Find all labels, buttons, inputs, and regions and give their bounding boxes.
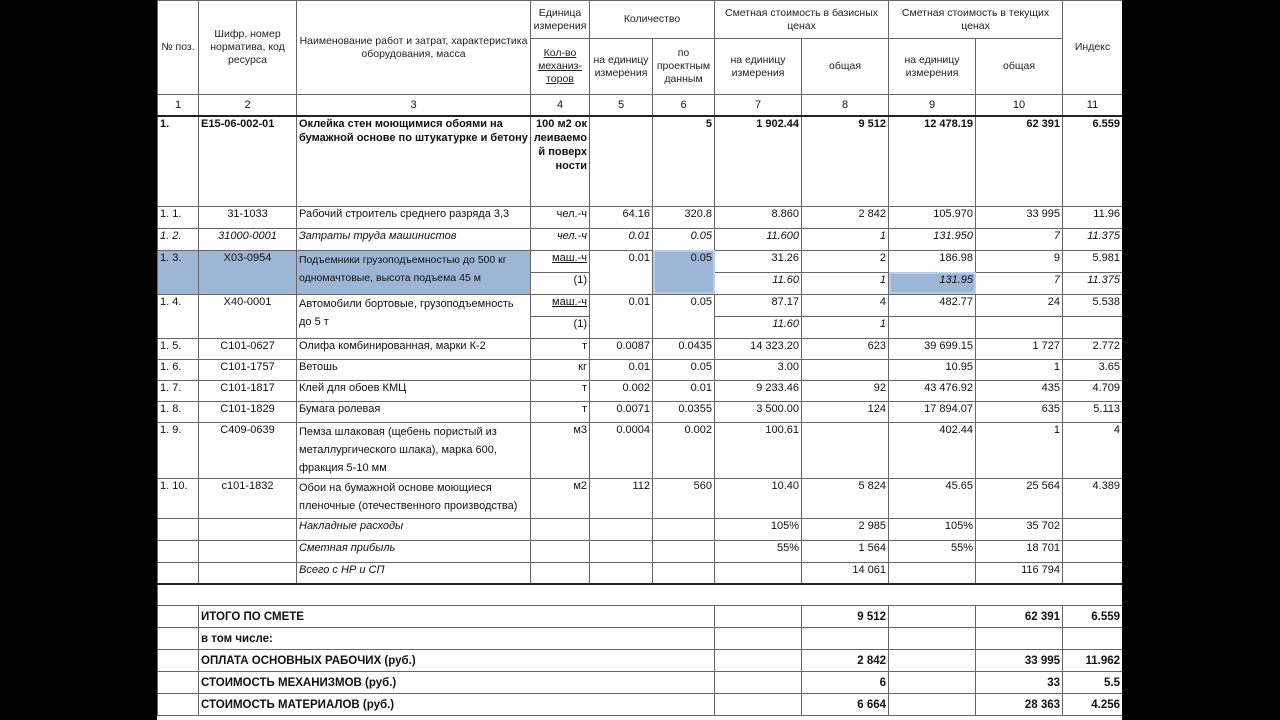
cell-unit[interactable]: маш.-ч	[531, 294, 590, 316]
cell-index[interactable]: 3.65	[1063, 359, 1122, 380]
cell-cur-total[interactable]: 33 995	[976, 206, 1063, 228]
cell-base-unit[interactable]: 1 902.44	[715, 116, 802, 206]
cell-code[interactable]: 31-1033	[199, 206, 297, 228]
col-num: 7	[715, 95, 802, 117]
cell-code[interactable]: 31000-0001	[199, 228, 297, 250]
main-item-row[interactable]	[158, 116, 1123, 206]
table-row[interactable]	[158, 294, 1123, 316]
cell-cur-total[interactable]: 25 564	[976, 478, 1063, 518]
cell-base-total[interactable]: 2 842	[802, 206, 889, 228]
cell-qty-proj[interactable]: 0.01	[653, 380, 715, 401]
cell-cur-unit-active[interactable]: 131.95	[889, 272, 976, 294]
cell-code[interactable]: С101-1829	[199, 401, 297, 422]
col-num: 9	[889, 95, 976, 117]
cell-cur-unit[interactable]	[889, 316, 976, 338]
header-quantity: Количество	[590, 1, 715, 39]
col-num: 8	[802, 95, 889, 117]
cell-index[interactable]: 4.389	[1063, 478, 1122, 518]
cell-base-unit[interactable]: 11.60	[715, 316, 802, 338]
cell-unit[interactable]: кг	[531, 359, 590, 380]
cell-qty-unit[interactable]: 0.0087	[590, 338, 653, 359]
cell-index[interactable]: 5.981	[1063, 250, 1122, 272]
cell-unit[interactable]: маш.-ч	[531, 250, 590, 272]
cell-pos[interactable]: 1. 10.	[158, 478, 199, 518]
cell-name[interactable]: Оклейка стен моющимися обоями на бумажной основе по штукатурке и бетону	[297, 116, 531, 206]
cell-code[interactable]: С101-1817	[199, 380, 297, 401]
estimate-table	[157, 0, 1122, 716]
cell-code[interactable]: С101-0627	[199, 338, 297, 359]
cell-pos[interactable]: 1. 2.	[158, 228, 199, 250]
header-base-total: общая	[802, 39, 889, 95]
header-code: Шифр, номер норматива, код ресурса	[199, 1, 297, 95]
cell-base-total[interactable]: 1 564	[802, 540, 889, 562]
header-cur-total: общая	[976, 39, 1063, 95]
summary-label[interactable]: СТОИМОСТЬ МЕХАНИЗМОВ (руб.)	[199, 672, 715, 694]
summary-row[interactable]	[158, 672, 1123, 694]
cell-pos[interactable]: 1. 3.	[158, 250, 199, 294]
cell-base-unit[interactable]: 3.00	[715, 359, 802, 380]
cell-cur-unit[interactable]: 12 478.19	[889, 116, 976, 206]
cell-base-unit[interactable]: 55%	[715, 540, 802, 562]
summary-base[interactable]: 2 842	[802, 650, 889, 672]
cell-name[interactable]: Автомобили бортовые, грузоподъемность до 5 т	[297, 294, 531, 338]
cell-base-total[interactable]: 1	[802, 228, 889, 250]
cell-base-total[interactable]: 623	[802, 338, 889, 359]
cell-base-unit[interactable]: 3 500.00	[715, 401, 802, 422]
cell-qty-unit[interactable]: 0.0004	[590, 422, 653, 478]
header-mechanics: Кол-во механиз-торов	[531, 39, 590, 95]
cell-cur-unit[interactable]: 482.77	[889, 294, 976, 316]
table-row[interactable]	[158, 380, 1123, 401]
cell-qty-proj[interactable]: 0.05	[653, 250, 715, 294]
total-with-overhead-row[interactable]	[158, 562, 1123, 584]
cell-base-unit[interactable]: 10.40	[715, 478, 802, 518]
col-num: 10	[976, 95, 1063, 117]
table-row[interactable]	[158, 206, 1123, 228]
header-base-cost: Сметная стоимость в базисных ценах	[715, 1, 889, 39]
col-num: 1	[158, 95, 199, 117]
header-cur-unit: на единицу измерения	[889, 39, 976, 95]
cell-cur-total[interactable]: 1	[976, 422, 1063, 478]
cell-qty-unit[interactable]: 64.16	[590, 206, 653, 228]
cell-cur-unit[interactable]: 105%	[889, 518, 976, 540]
cell-base-total[interactable]: 5 824	[802, 478, 889, 518]
cell-cur-total[interactable]: 116 794	[976, 562, 1063, 584]
header-unit: Единица измерения	[531, 1, 590, 39]
cell-cur-total[interactable]: 435	[976, 380, 1063, 401]
header-current-cost: Сметная стоимость в текущих ценах	[889, 1, 1063, 39]
cell-base-unit[interactable]: 87.17	[715, 294, 802, 316]
cell-name[interactable]: Клей для обоев КМЦ	[297, 380, 531, 401]
summary-base[interactable]: 6 664	[802, 694, 889, 716]
cell-name[interactable]: Олифа комбинированная, марки К-2	[297, 338, 531, 359]
summary-base[interactable]: 6	[802, 672, 889, 694]
summary-index[interactable]: 11.962	[1063, 650, 1122, 672]
cell-cur-unit[interactable]: 131.950	[889, 228, 976, 250]
cell-base-total[interactable]: 1	[802, 272, 889, 294]
summary-current[interactable]: 33	[976, 672, 1063, 694]
header-qty-proj: по проектным данным	[653, 39, 715, 95]
cell-code[interactable]: С409-0639	[199, 422, 297, 478]
cell-index[interactable]: 4	[1063, 422, 1122, 478]
header-name: Наименование работ и затрат, характеристика оборудования, масса	[297, 1, 531, 95]
summary-base[interactable]: 9 512	[802, 606, 889, 628]
cell-unit[interactable]: 100 м2 оклеиваемой поверхности	[531, 116, 590, 206]
cell-cur-unit[interactable]: 186.98	[889, 250, 976, 272]
total-label[interactable]: Всего с НР и СП	[297, 562, 531, 584]
cell-base-total[interactable]: 1	[802, 316, 889, 338]
table-row[interactable]	[158, 359, 1123, 380]
cell-code[interactable]: Х03-0954	[199, 250, 297, 294]
header-pos: № поз.	[158, 1, 199, 95]
profit-label[interactable]: Сметная прибыль	[297, 540, 531, 562]
summary-index[interactable]: 4.256	[1063, 694, 1122, 716]
cell-name[interactable]: Подъемники грузоподъемностью до 500 кг одномачтовые, высота подъема 45 м	[297, 250, 531, 294]
cell-qty-proj[interactable]: 0.0435	[653, 338, 715, 359]
cell-qty-proj[interactable]: 320.8	[653, 206, 715, 228]
column-numbers-row	[158, 95, 1123, 117]
summary-current[interactable]: 62 391	[976, 606, 1063, 628]
cell-pos[interactable]: 1. 4.	[158, 294, 199, 338]
summary-row[interactable]	[158, 694, 1123, 716]
cell-index[interactable]: 2.772	[1063, 338, 1122, 359]
table-row[interactable]	[158, 228, 1123, 250]
summary-label[interactable]: СТОИМОСТЬ МАТЕРИАЛОВ (руб.)	[199, 694, 715, 716]
cell-cur-unit[interactable]: 402.44	[889, 422, 976, 478]
cell-cur-total[interactable]: 62 391	[976, 116, 1063, 206]
cell-cur-total[interactable]: 9	[976, 250, 1063, 272]
cell-cur-unit[interactable]: 39 699.15	[889, 338, 976, 359]
cell-index[interactable]: 4.709	[1063, 380, 1122, 401]
cell-pos[interactable]: 1. 1.	[158, 206, 199, 228]
cell-unit[interactable]: м2	[531, 478, 590, 518]
summary-row[interactable]	[158, 628, 1123, 650]
cell-index[interactable]: 11.375	[1063, 272, 1122, 294]
summary-index[interactable]: 5.5	[1063, 672, 1122, 694]
cell-pos[interactable]: 1.	[158, 116, 199, 206]
cell-base-unit[interactable]: 31.26	[715, 250, 802, 272]
cell-cur-unit[interactable]: 10.95	[889, 359, 976, 380]
overhead-label[interactable]: Накладные расходы	[297, 518, 531, 540]
cell-qty-proj[interactable]: 560	[653, 478, 715, 518]
cell-name[interactable]: Бумага ролевая	[297, 401, 531, 422]
cell-unit[interactable]: чел.-ч	[531, 228, 590, 250]
cell-base-unit[interactable]: 11.60	[715, 272, 802, 294]
col-num: 2	[199, 95, 297, 117]
overhead-row[interactable]	[158, 518, 1123, 540]
table-row[interactable]	[158, 338, 1123, 359]
summary-current[interactable]: 28 363	[976, 694, 1063, 716]
cell-base-total[interactable]	[802, 359, 889, 380]
cell-base-total[interactable]: 92	[802, 380, 889, 401]
cell-cur-unit[interactable]: 55%	[889, 540, 976, 562]
cell-cur-total[interactable]: 7	[976, 272, 1063, 294]
profit-row[interactable]	[158, 540, 1123, 562]
cell-pos[interactable]: 1. 9.	[158, 422, 199, 478]
cell-base-total[interactable]: 14 061	[802, 562, 889, 584]
cell-name[interactable]: Обои на бумажной основе моющиеся пленочные (отечественного производства)	[297, 478, 531, 518]
cell-qty-unit[interactable]: 0.002	[590, 380, 653, 401]
cell-pos[interactable]: 1. 8.	[158, 401, 199, 422]
cell-qty-proj[interactable]: 5	[653, 116, 715, 206]
cell-unit[interactable]: (1)	[531, 272, 590, 294]
summary-label[interactable]: ОПЛАТА ОСНОВНЫХ РАБОЧИХ (руб.)	[199, 650, 715, 672]
col-num: 6	[653, 95, 715, 117]
cell-pos[interactable]: 1. 6.	[158, 359, 199, 380]
cell-unit[interactable]: (1)	[531, 316, 590, 338]
cell-index[interactable]: 6.559	[1063, 116, 1122, 206]
summary-current[interactable]	[976, 628, 1063, 650]
cell-code[interactable]: С101-1757	[199, 359, 297, 380]
table-row-selected[interactable]	[158, 250, 1123, 272]
cell-cur-unit[interactable]: 45.65	[889, 478, 976, 518]
cell-cur-unit[interactable]: 105.970	[889, 206, 976, 228]
cell-qty-proj[interactable]: 0.0355	[653, 401, 715, 422]
header-index: Индекс	[1063, 1, 1122, 95]
summary-row[interactable]	[158, 606, 1123, 628]
cell-index[interactable]	[1063, 316, 1122, 338]
cell-code[interactable]: Е15-06-002-01	[199, 116, 297, 206]
summary-current[interactable]: 33 995	[976, 650, 1063, 672]
cell-qty-unit[interactable]: 0.01	[590, 294, 653, 338]
cell-cur-total[interactable]	[976, 316, 1063, 338]
cell-code[interactable]: с101-1832	[199, 478, 297, 518]
cell-base-unit[interactable]: 11.600	[715, 228, 802, 250]
col-num: 4	[531, 95, 590, 117]
cell-cur-total[interactable]: 1 727	[976, 338, 1063, 359]
cell-cur-total[interactable]: 35 702	[976, 518, 1063, 540]
cell-base-total[interactable]: 4	[802, 294, 889, 316]
cell-qty-unit[interactable]: 0.01	[590, 250, 653, 294]
col-num: 3	[297, 95, 531, 117]
cell-qty-proj[interactable]: 0.002	[653, 422, 715, 478]
summary-index[interactable]	[1063, 628, 1122, 650]
cell-base-unit[interactable]: 14 323.20	[715, 338, 802, 359]
summary-index[interactable]: 6.559	[1063, 606, 1122, 628]
cell-pos[interactable]: 1. 7.	[158, 380, 199, 401]
cell-index[interactable]: 5.113	[1063, 401, 1122, 422]
cell-cur-unit[interactable]: 43 476.92	[889, 380, 976, 401]
cell-qty-proj[interactable]: 0.05	[653, 359, 715, 380]
cell-qty-proj[interactable]: 0.05	[653, 228, 715, 250]
cell-unit[interactable]: чел.-ч	[531, 206, 590, 228]
cell-cur-total[interactable]: 7	[976, 228, 1063, 250]
cell-unit[interactable]: т	[531, 401, 590, 422]
cell-unit[interactable]: м3	[531, 422, 590, 478]
summary-label[interactable]: в том числе:	[199, 628, 715, 650]
cell-cur-total[interactable]: 1	[976, 359, 1063, 380]
cell-cur-total[interactable]: 24	[976, 294, 1063, 316]
summary-row[interactable]	[158, 650, 1123, 672]
table-row[interactable]	[158, 478, 1123, 518]
cell-base-total[interactable]: 2	[802, 250, 889, 272]
cell-qty-unit[interactable]: 0.01	[590, 228, 653, 250]
estimate-sheet	[157, 0, 1122, 720]
cell-qty-unit[interactable]: 0.0071	[590, 401, 653, 422]
cell-index[interactable]: 11.96	[1063, 206, 1122, 228]
cell-cur-total[interactable]: 18 701	[976, 540, 1063, 562]
cell-index[interactable]: 11.375	[1063, 228, 1122, 250]
summary-base[interactable]	[802, 628, 889, 650]
cell-qty-unit[interactable]: 0.01	[590, 359, 653, 380]
cell-name[interactable]: Ветошь	[297, 359, 531, 380]
cell-qty-unit[interactable]: 112	[590, 478, 653, 518]
table-row[interactable]	[158, 422, 1123, 478]
cell-base-unit[interactable]: 8.860	[715, 206, 802, 228]
cell-base-total[interactable]	[802, 422, 889, 478]
cell-cur-unit[interactable]: 17 894.07	[889, 401, 976, 422]
cell-base-total[interactable]: 124	[802, 401, 889, 422]
summary-label[interactable]: ИТОГО ПО СМЕТЕ	[199, 606, 715, 628]
cell-qty-unit[interactable]	[590, 116, 653, 206]
cell-qty-proj[interactable]: 0.05	[653, 294, 715, 338]
cell-name[interactable]: Затраты труда машинистов	[297, 228, 531, 250]
cell-index[interactable]: 5.538	[1063, 294, 1122, 316]
table-row[interactable]	[158, 401, 1123, 422]
col-num: 5	[590, 95, 653, 117]
cell-base-total[interactable]: 2 985	[802, 518, 889, 540]
cell-base-total[interactable]: 9 512	[802, 116, 889, 206]
header-base-unit: на единицу измерения	[715, 39, 802, 95]
cell-cur-total[interactable]: 635	[976, 401, 1063, 422]
cell-unit[interactable]: т	[531, 380, 590, 401]
cell-name[interactable]: Пемза шлаковая (щебень пористый из металлургического шлака), марка 600, фракция 5-10 мм	[297, 422, 531, 478]
cell-base-unit[interactable]: 105%	[715, 518, 802, 540]
header-qty-unit: на единицу измерения	[590, 39, 653, 95]
cell-code[interactable]: Х40-0001	[199, 294, 297, 338]
cell-pos[interactable]: 1. 5.	[158, 338, 199, 359]
cell-name[interactable]: Рабочий строитель среднего разряда 3,3	[297, 206, 531, 228]
cell-base-unit[interactable]: 9 233.46	[715, 380, 802, 401]
cell-unit[interactable]: т	[531, 338, 590, 359]
cell-base-unit[interactable]: 100.61	[715, 422, 802, 478]
col-num: 11	[1063, 95, 1122, 117]
